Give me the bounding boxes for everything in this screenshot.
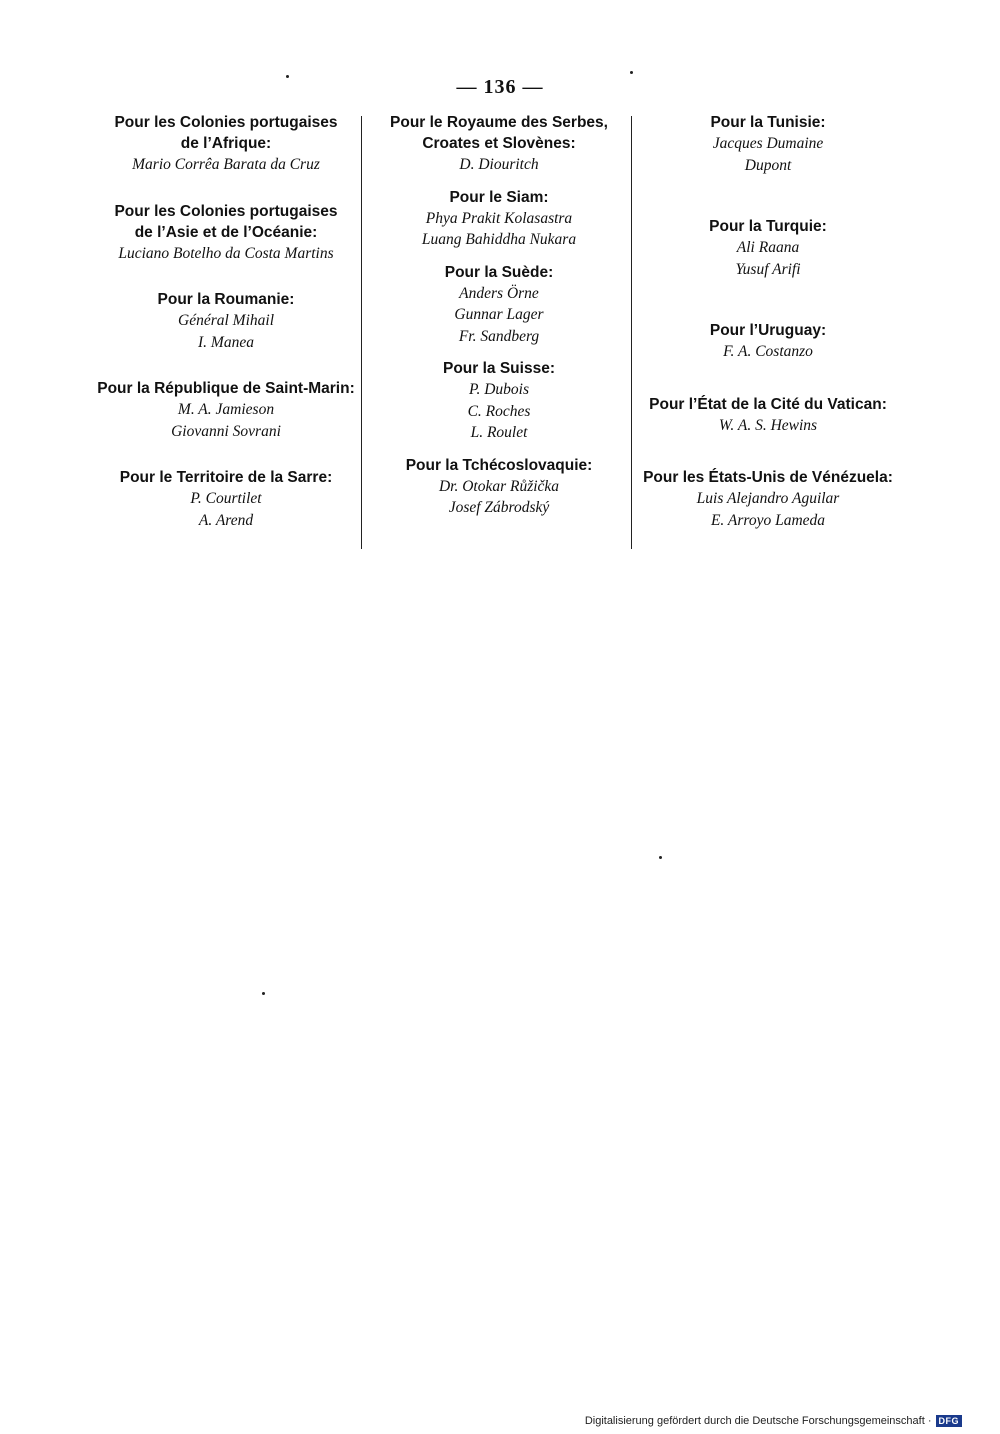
country-heading: Pour les Colonies portugaises [114, 202, 338, 220]
signature-entry [368, 455, 630, 519]
signature-entry [90, 201, 362, 265]
country-heading: Pour la Suisse: [443, 360, 555, 377]
country-heading: Pour l’État de la Cité du Vatican: [649, 395, 887, 413]
country-heading: Pour la République de Saint-Marin: [97, 380, 355, 397]
signature-entry [90, 112, 362, 176]
scan-speck [286, 75, 289, 78]
page-number: — 136 — [456, 76, 544, 98]
country-heading: Pour le Territoire de la Sarre: [119, 469, 333, 486]
scan-speck [630, 71, 633, 74]
signature-entry [90, 289, 362, 353]
scan-speck [659, 856, 662, 859]
signatory-name: Gunnar Lager [454, 306, 544, 323]
signature-column-left [90, 112, 362, 556]
signature-entry [636, 320, 900, 363]
country-heading: de l’Afrique: [180, 135, 272, 152]
signatory-name: A. Arend [198, 511, 254, 529]
country-heading: Pour l’Uruguay: [709, 322, 827, 339]
signatory-name: Mario Corrêa Barata da Cruz [132, 156, 320, 173]
signature-entry [368, 112, 630, 176]
country-heading: Pour les États-Unis de Vénézuela: [643, 469, 893, 486]
signatory-name: E. Arroyo Lameda [710, 511, 826, 529]
country-heading: Pour la Tchécoslovaquie: [405, 456, 593, 474]
signature-entry [636, 216, 900, 280]
scan-speck [262, 992, 265, 995]
signatory-name: Phya Prakit Kolasastra [425, 209, 573, 227]
footer-text: Digitalisierung gefördert durch die Deutsche Forschungsgemeinschaft · [584, 1415, 932, 1427]
country-heading: Pour la Turquie: [709, 218, 827, 235]
signature-entry [636, 467, 900, 531]
column-divider [631, 116, 632, 549]
signatory-name: Anders Örne [459, 284, 539, 302]
signatory-name: I. Manea [198, 333, 254, 351]
signatory-name: Fr. Sandberg [458, 327, 540, 345]
signatory-name: Josef Zábrodský [448, 499, 550, 516]
country-heading: Pour le Siam: [449, 188, 549, 206]
signatory-name: Dr. Otokar Růžička [438, 477, 560, 495]
signature-entry [90, 467, 362, 531]
country-heading: Pour la Roumanie: [157, 291, 295, 308]
country-heading: Pour la Tunisie: [710, 114, 826, 131]
signatory-name: P. Dubois [468, 381, 529, 398]
country-heading: Pour les Colonies portugaises [114, 114, 338, 131]
country-heading: Pour le Royaume des Serbes, [390, 114, 608, 131]
signature-entry [368, 358, 630, 444]
signatory-name: Jacques Dumaine [712, 135, 824, 152]
signature-entry [636, 112, 900, 176]
signatory-name: Dupont [744, 156, 792, 174]
signatory-name: L. Roulet [470, 424, 528, 441]
country-heading: Pour la Suède: [444, 263, 554, 281]
signatory-name: Ali Raana [736, 239, 800, 256]
signatory-name: Luis Alejandro Aguilar [696, 490, 840, 507]
signatory-name: W. A. S. Hewins [718, 416, 818, 434]
signature-entry [368, 187, 630, 251]
signature-entry [368, 262, 630, 348]
signatory-name: M. A. Jamieson [177, 401, 275, 418]
signatory-name: Yusuf Arifi [735, 260, 801, 278]
signatory-name: P. Courtilet [190, 490, 262, 507]
country-heading: de l’Asie et de l’Océanie: [134, 223, 318, 241]
signatory-name: Général Mihail [178, 312, 274, 329]
signatory-name: Luciano Botelho da Costa Martins [118, 244, 334, 262]
country-heading: Croates et Slovènes: [422, 135, 576, 152]
signatory-name: F. A. Costanzo [723, 343, 813, 360]
signatory-name: C. Roches [467, 402, 531, 420]
signature-column-middle [368, 112, 630, 530]
signatory-name: Giovanni Sovrani [171, 422, 281, 440]
digitization-footer [585, 1415, 962, 1427]
signatory-name: D. Diouritch [459, 156, 539, 173]
signatory-name: Luang Bahiddha Nukara [421, 231, 577, 248]
dfg-logo: DFG [936, 1415, 963, 1427]
signature-column-right [636, 112, 900, 531]
signature-entry [90, 378, 362, 442]
signature-entry [636, 394, 900, 437]
